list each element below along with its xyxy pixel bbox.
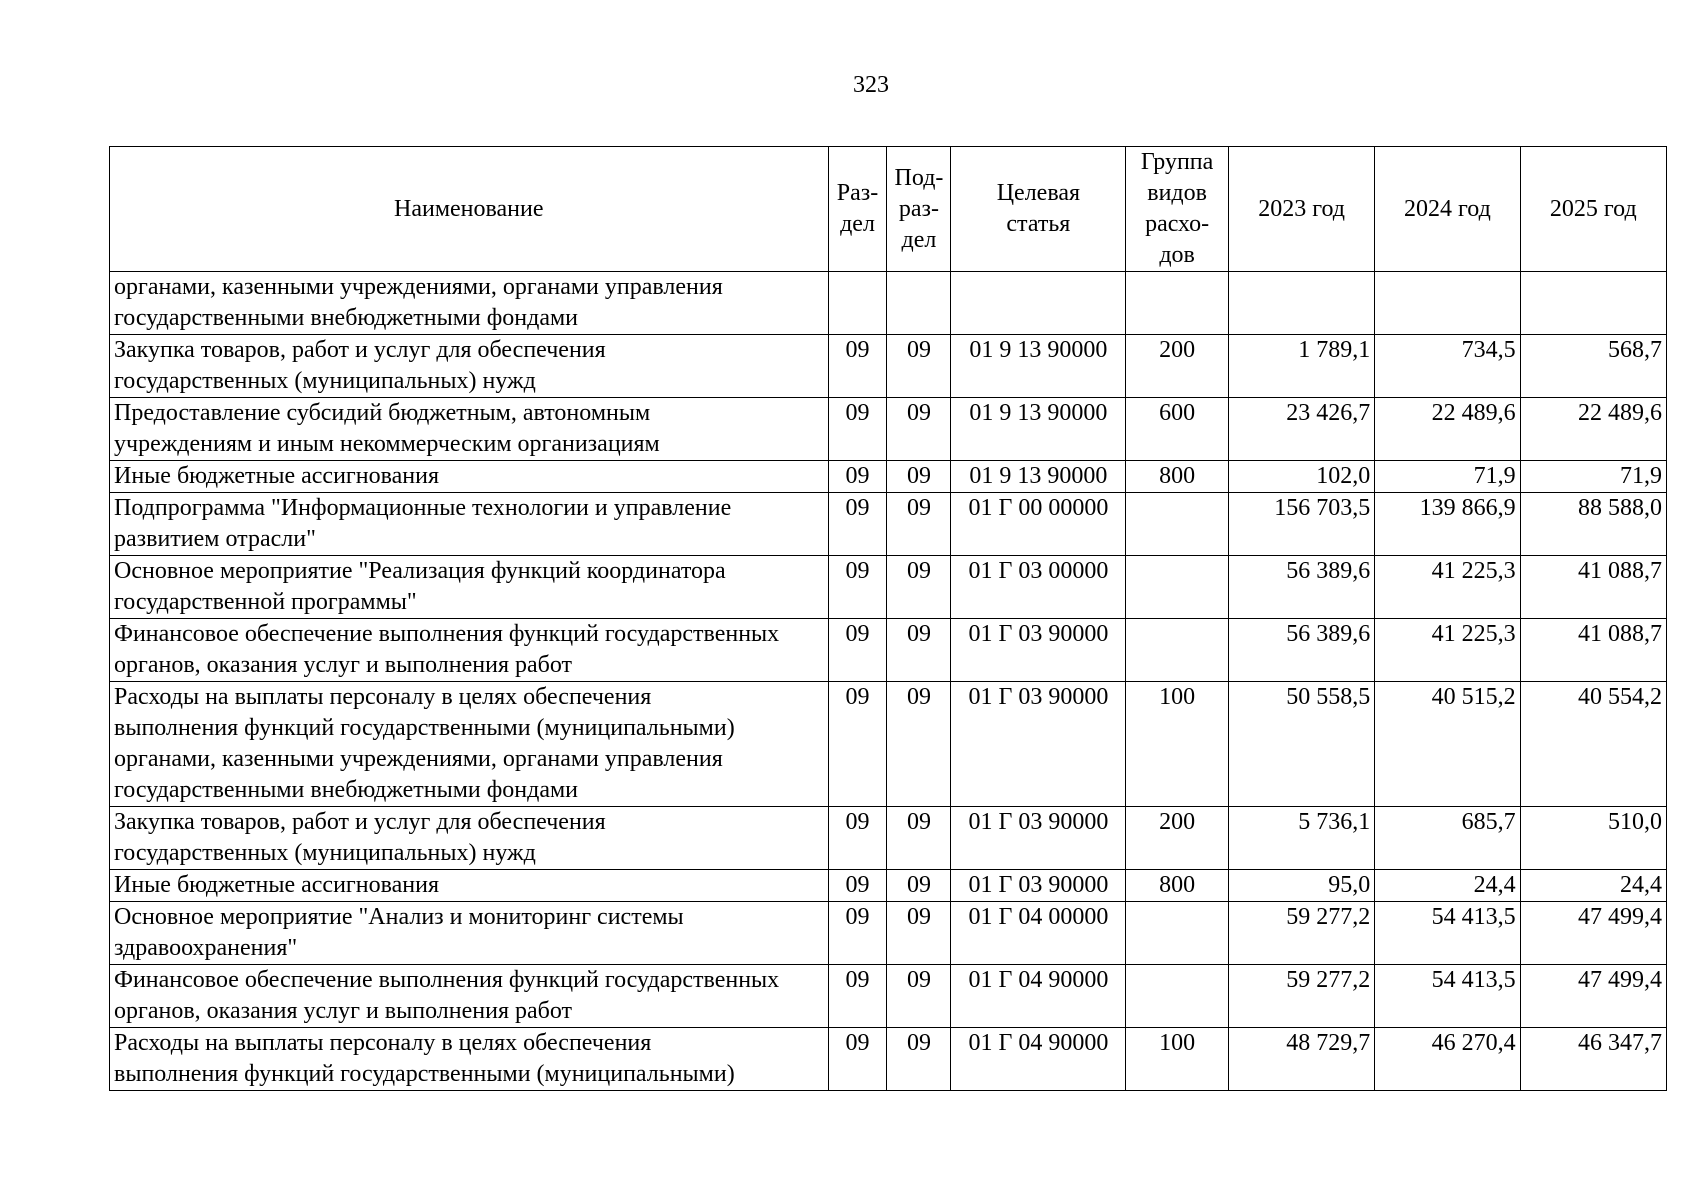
page-number: 323 [853, 72, 889, 98]
cell-name: Расходы на выплаты персоналу в целях обеспечения выполнения функций государственными (муниципальными) органами, казенными учреждениями, органами управления государственными внебюджетными фондами [110, 682, 829, 807]
cell-podrazdel: 09 [887, 1028, 951, 1091]
cell-2025: 41 088,7 [1520, 619, 1666, 682]
cell-2024: 46 270,4 [1375, 1028, 1520, 1091]
cell-razdel: 09 [828, 870, 887, 902]
cell-2024: 41 225,3 [1375, 556, 1520, 619]
header-podrazdel-text: Под- раз- дел [894, 164, 944, 253]
cell-name: Расходы на выплаты персоналу в целях обеспечения выполнения функций государственными (муниципальными) [110, 1028, 829, 1091]
cell-razdel: 09 [828, 556, 887, 619]
table-row [110, 619, 1667, 682]
cell-podrazdel: 09 [887, 902, 951, 965]
cell-razdel: 09 [828, 807, 887, 870]
cell-name: Иные бюджетные ассигнования [110, 870, 829, 902]
cell-2025: 40 554,2 [1520, 682, 1666, 807]
header-razdel [828, 147, 887, 272]
cell-2025: 88 588,0 [1520, 493, 1666, 556]
table-row [110, 556, 1667, 619]
cell-2024: 24,4 [1375, 870, 1520, 902]
table-row [110, 272, 1667, 335]
cell-2025: 41 088,7 [1520, 556, 1666, 619]
cell-2023 [1228, 272, 1374, 335]
header-razdel-text: Раз- дел [836, 180, 879, 237]
table-row [110, 807, 1667, 870]
cell-podrazdel: 09 [887, 619, 951, 682]
cell-2023: 56 389,6 [1228, 619, 1374, 682]
cell-tselevaya-statya: 01 Г 04 00000 [951, 902, 1126, 965]
cell-gruppa [1126, 965, 1229, 1028]
cell-2023: 59 277,2 [1228, 965, 1374, 1028]
table-row [110, 965, 1667, 1028]
cell-2023: 102,0 [1228, 461, 1374, 493]
cell-2023: 95,0 [1228, 870, 1374, 902]
cell-name: Закупка товаров, работ и услуг для обеспечения государственных (муниципальных) нужд [110, 807, 829, 870]
table-row [110, 493, 1667, 556]
cell-gruppa: 200 [1126, 807, 1229, 870]
cell-podrazdel: 09 [887, 335, 951, 398]
cell-podrazdel: 09 [887, 556, 951, 619]
table-row [110, 682, 1667, 807]
cell-2023: 1 789,1 [1228, 335, 1374, 398]
cell-2023: 23 426,7 [1228, 398, 1374, 461]
cell-name: Основное мероприятие "Анализ и мониторинг системы здравоохранения" [110, 902, 829, 965]
cell-tselevaya-statya: 01 Г 04 90000 [951, 1028, 1126, 1091]
cell-2025: 568,7 [1520, 335, 1666, 398]
cell-razdel: 09 [828, 398, 887, 461]
cell-podrazdel: 09 [887, 870, 951, 902]
cell-gruppa: 800 [1126, 461, 1229, 493]
cell-tselevaya-statya: 01 9 13 90000 [951, 461, 1126, 493]
cell-gruppa: 100 [1126, 682, 1229, 807]
cell-2023: 156 703,5 [1228, 493, 1374, 556]
cell-2023: 48 729,7 [1228, 1028, 1374, 1091]
cell-name: Основное мероприятие "Реализация функций координатора государственной программы" [110, 556, 829, 619]
cell-tselevaya-statya: 01 Г 03 90000 [951, 807, 1126, 870]
header-row [110, 147, 1667, 272]
cell-2025: 24,4 [1520, 870, 1666, 902]
cell-2024: 54 413,5 [1375, 965, 1520, 1028]
table-row [110, 1028, 1667, 1091]
cell-razdel [828, 272, 887, 335]
cell-2025: 47 499,4 [1520, 902, 1666, 965]
cell-tselevaya-statya: 01 Г 03 00000 [951, 556, 1126, 619]
cell-gruppa [1126, 556, 1229, 619]
cell-name: Иные бюджетные ассигнования [110, 461, 829, 493]
cell-razdel: 09 [828, 493, 887, 556]
cell-podrazdel: 09 [887, 398, 951, 461]
cell-name: Закупка товаров, работ и услуг для обеспечения государственных (муниципальных) нужд [110, 335, 829, 398]
cell-name: Финансовое обеспечение выполнения функций государственных органов, оказания услуг и выполнения работ [110, 619, 829, 682]
cell-podrazdel [887, 272, 951, 335]
header-gruppa-text: Группа видов расхо- дов [1140, 149, 1214, 268]
header-2024: 2024 год [1375, 147, 1520, 272]
cell-razdel: 09 [828, 619, 887, 682]
cell-2024: 41 225,3 [1375, 619, 1520, 682]
header-podrazdel [887, 147, 951, 272]
cell-razdel: 09 [828, 335, 887, 398]
header-tselevaya-text: Целевая статья [996, 180, 1081, 237]
cell-2023: 56 389,6 [1228, 556, 1374, 619]
cell-razdel: 09 [828, 902, 887, 965]
cell-2023: 5 736,1 [1228, 807, 1374, 870]
cell-tselevaya-statya [951, 272, 1126, 335]
cell-2025 [1520, 272, 1666, 335]
cell-tselevaya-statya: 01 9 13 90000 [951, 335, 1126, 398]
cell-tselevaya-statya: 01 Г 04 90000 [951, 965, 1126, 1028]
cell-2024 [1375, 272, 1520, 335]
cell-razdel: 09 [828, 682, 887, 807]
cell-2025: 510,0 [1520, 807, 1666, 870]
cell-podrazdel: 09 [887, 461, 951, 493]
cell-2023: 50 558,5 [1228, 682, 1374, 807]
cell-2024: 685,7 [1375, 807, 1520, 870]
cell-2025: 71,9 [1520, 461, 1666, 493]
table-row [110, 870, 1667, 902]
cell-gruppa [1126, 493, 1229, 556]
cell-podrazdel: 09 [887, 493, 951, 556]
cell-name: Финансовое обеспечение выполнения функций государственных органов, оказания услуг и выполнения работ [110, 965, 829, 1028]
cell-tselevaya-statya: 01 9 13 90000 [951, 398, 1126, 461]
cell-podrazdel: 09 [887, 682, 951, 807]
cell-razdel: 09 [828, 461, 887, 493]
cell-name: Подпрограмма "Информационные технологии и управление развитием отрасли" [110, 493, 829, 556]
table-row [110, 335, 1667, 398]
cell-2024: 139 866,9 [1375, 493, 1520, 556]
header-tselevaya-statya [951, 147, 1126, 272]
cell-gruppa [1126, 902, 1229, 965]
cell-2023: 59 277,2 [1228, 902, 1374, 965]
cell-gruppa: 100 [1126, 1028, 1229, 1091]
cell-podrazdel: 09 [887, 965, 951, 1028]
cell-podrazdel: 09 [887, 807, 951, 870]
table-row [110, 461, 1667, 493]
table-row [110, 398, 1667, 461]
cell-2024: 40 515,2 [1375, 682, 1520, 807]
cell-razdel: 09 [828, 1028, 887, 1091]
cell-tselevaya-statya: 01 Г 03 90000 [951, 619, 1126, 682]
cell-2024: 22 489,6 [1375, 398, 1520, 461]
cell-2025: 22 489,6 [1520, 398, 1666, 461]
cell-tselevaya-statya: 01 Г 03 90000 [951, 870, 1126, 902]
cell-tselevaya-statya: 01 Г 03 90000 [951, 682, 1126, 807]
cell-2025: 47 499,4 [1520, 965, 1666, 1028]
cell-tselevaya-statya: 01 Г 00 00000 [951, 493, 1126, 556]
cell-name: органами, казенными учреждениями, органами управления государственными внебюджетными фондами [110, 272, 829, 335]
cell-2024: 71,9 [1375, 461, 1520, 493]
header-2023: 2023 год [1228, 147, 1374, 272]
cell-gruppa: 200 [1126, 335, 1229, 398]
cell-2025: 46 347,7 [1520, 1028, 1666, 1091]
header-gruppa-vidov-raskhodov [1126, 147, 1229, 272]
cell-gruppa: 600 [1126, 398, 1229, 461]
cell-gruppa [1126, 272, 1229, 335]
header-2025: 2025 год [1520, 147, 1666, 272]
table-body [110, 272, 1667, 1091]
budget-table [109, 146, 1667, 1091]
table-row [110, 902, 1667, 965]
header-name: Наименование [110, 147, 829, 272]
cell-name: Предоставление субсидий бюджетным, автономным учреждениям и иным некоммерческим организациям [110, 398, 829, 461]
cell-gruppa [1126, 619, 1229, 682]
cell-razdel: 09 [828, 965, 887, 1028]
cell-2024: 734,5 [1375, 335, 1520, 398]
cell-gruppa: 800 [1126, 870, 1229, 902]
cell-2024: 54 413,5 [1375, 902, 1520, 965]
